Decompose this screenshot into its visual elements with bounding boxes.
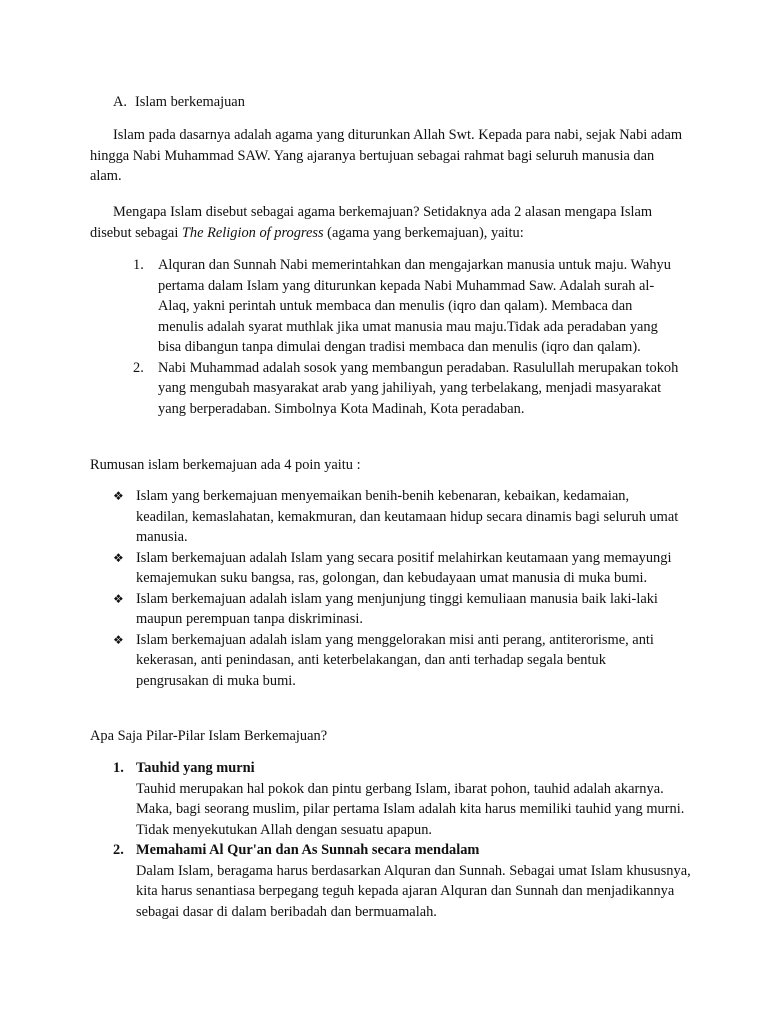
list-item-text: Islam berkemajuan adalah Islam yang secara positif melahirkan keutamaan yang memayungi kemajemukan suku bangsa, ras, golongan, dan kebudayaan umat manusia di muka bumi. bbox=[136, 549, 672, 586]
section-title: Islam berkemajuan bbox=[135, 94, 245, 110]
list-number: 2. bbox=[113, 842, 124, 858]
list-item-text: Islam berkemajuan adalah islam yang menggelorakan misi anti perang, antiterorisme, anti kekerasan, anti penindasan, anti keterbelakangan, dan anti terhadap segala bentuk pengrusakan di muka bumi. bbox=[136, 631, 654, 689]
section-label: A. bbox=[113, 94, 127, 110]
list-item bbox=[113, 255, 681, 358]
list-item-text: Islam berkemajuan adalah islam yang menjunjung tinggi kemuliaan manusia baik laki-laki maupun perempuan tanpa diskriminasi. bbox=[136, 590, 658, 627]
question-text-after: (agama yang berkemajuan), yaitu: bbox=[323, 224, 524, 241]
list-number: 1. bbox=[133, 257, 144, 273]
list-item bbox=[113, 589, 681, 630]
reasons-list bbox=[113, 255, 681, 419]
pillar-body: Tauhid merupakan hal pokok dan pintu gerbang Islam, ibarat pohon, tauhid adalah akarnya. Maka, bagi seorang muslim, pilar pertama Islam adalah kita harus memiliki tauhid yang murni. Tidak menyekutukan Allah dengan sesuatu apapun. bbox=[136, 780, 685, 838]
pillar-title: Memahami Al Qur'an dan As Sunnah secara mendalam bbox=[136, 842, 480, 858]
rumusan-points-list bbox=[113, 486, 681, 691]
list-item bbox=[113, 486, 681, 548]
list-number: 2. bbox=[133, 359, 144, 376]
pillar-title: Tauhid yang murni bbox=[136, 760, 255, 776]
list-item bbox=[113, 548, 681, 589]
question-paragraph bbox=[90, 202, 685, 243]
diamond-bullet-icon: ❖ bbox=[113, 632, 124, 647]
diamond-bullet-icon: ❖ bbox=[113, 489, 124, 503]
rumusan-intro: Rumusan islam berkemajuan ada 4 poin yaitu : bbox=[90, 457, 361, 473]
religion-of-progress-italic: The Religion of progress bbox=[181, 224, 324, 241]
section-heading bbox=[113, 92, 245, 113]
list-item bbox=[113, 358, 681, 420]
list-item-text: Nabi Muhammad adalah sosok yang membangun peradaban. Rasulullah merupakan tokoh yang mengubah masyarakat arab yang jahiliyah, yang terbelakang, menjadi masyarakat yang berperadaban. Simbolnya Kota Madinah, Kota peradaban. bbox=[158, 359, 679, 417]
diamond-bullet-icon: ❖ bbox=[113, 550, 124, 565]
question-text-before: Mengapa Islam disebut sebagai agama berkemajuan? Setidaknya ada 2 alasan mengapa Islam disebut sebagai bbox=[90, 204, 653, 241]
pilar-question: Apa Saja Pilar-Pilar Islam Berkemajuan? bbox=[90, 728, 328, 744]
diamond-bullet-icon: ❖ bbox=[113, 591, 124, 606]
list-number: 1. bbox=[113, 760, 124, 776]
list-item bbox=[113, 758, 693, 840]
pillars-list bbox=[113, 758, 693, 922]
intro-paragraph: Islam pada dasarnya adalah agama yang diturunkan Allah Swt. Kepada para nabi, sejak Nabi adam hingga Nabi Muhammad SAW. Yang ajaranya bertujuan sebagai rahmat bagi seluruh manusia dan alam. bbox=[90, 127, 683, 184]
pillar-body: Dalam Islam, beragama harus berdasarkan Alquran dan Sunnah. Sebagai umat Islam khususnya, kita harus senantiasa berpegang teguh kepada ajaran Alquran dan Sunnah dan menjadikannya sebagai dasar di dalam beribadah dan bermuamalah. bbox=[136, 862, 691, 920]
list-item bbox=[113, 630, 681, 692]
list-item-text: Islam yang berkemajuan menyemaikan benih-benih kebenaran, kebaikan, kedamaian, keadilan, kemaslahatan, kemakmuran, dan keutamaan hidup secara dinamis bagi seluruh umat manusia. bbox=[136, 488, 679, 545]
list-item-text: Alquran dan Sunnah Nabi memerintahkan dan mengajarkan manusia untuk maju. Wahyu pertama dalam Islam yang diturunkan kepada Nabi Muhammad Saw. Adalah surah al-Alaq, yakni perintah untuk membaca dan menulis (iqro dan qalam). Membaca dan menulis adalah syarat muthlak jika umat manusia mau maju.Tidak ada peradaban yang bisa dibangun tanpa dimulai dengan tradisi membaca dan menulis (iqro dan qalam). bbox=[158, 257, 671, 355]
list-item bbox=[113, 840, 693, 922]
